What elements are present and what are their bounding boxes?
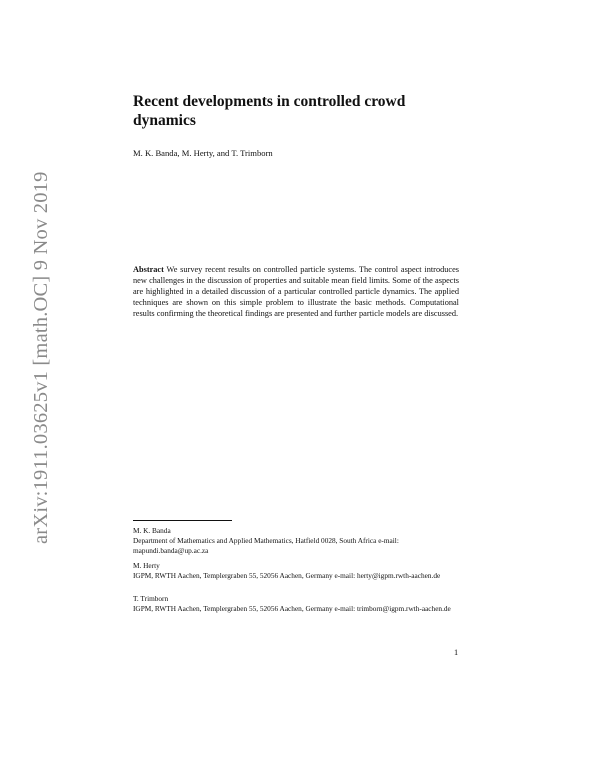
abstract-text: We survey recent results on controlled particle systems. The control aspect introduces new challenges in the discussion of properties and suitable mean field limits. Some of the aspects are highlighted in a detailed discussion of a particular controlled particle dynamics. The applied techniques are shown on this simple problem to illustrate the basic methods. Computational results confirming the theoretical findings are presented and further particle models are discussed. xyxy=(133,265,459,319)
paper-title: Recent developments in controlled crowd dynamics xyxy=(133,93,406,129)
abstract-label: Abstract xyxy=(133,265,164,274)
affiliation-name: M. Herty xyxy=(133,561,160,570)
page-number: 1 xyxy=(454,648,459,657)
arxiv-identifier-stamp xyxy=(30,171,52,544)
author-list: M. K. Banda, M. Herty, and T. Trimborn xyxy=(133,148,273,158)
affiliation-details: Department of Mathematics and Applied Mathematics, Hatfield 0028, South Africa e-mail: mapundi.banda@up.ac.za xyxy=(133,536,399,556)
affiliation-name: M. K. Banda xyxy=(133,526,171,535)
affiliation-details: IGPM, RWTH Aachen, Templergraben 55, 52056 Aachen, Germany e-mail: herty@igpm.rwth-aachen.de xyxy=(133,571,441,581)
affiliation-name: T. Trimborn xyxy=(133,594,169,603)
affiliation-banda xyxy=(133,526,463,556)
affiliation-herty xyxy=(133,561,463,581)
abstract xyxy=(133,264,459,319)
affiliation-trimborn xyxy=(133,594,463,614)
arxiv-identifier-text: arXiv:1911.03625v1 [math.OC] 9 Nov 2019 xyxy=(30,171,52,544)
affiliation-details: IGPM, RWTH Aachen, Templergraben 55, 52056 Aachen, Germany e-mail: trimborn@igpm.rwth-aachen.de xyxy=(133,604,451,614)
footnote-rule xyxy=(133,520,232,521)
